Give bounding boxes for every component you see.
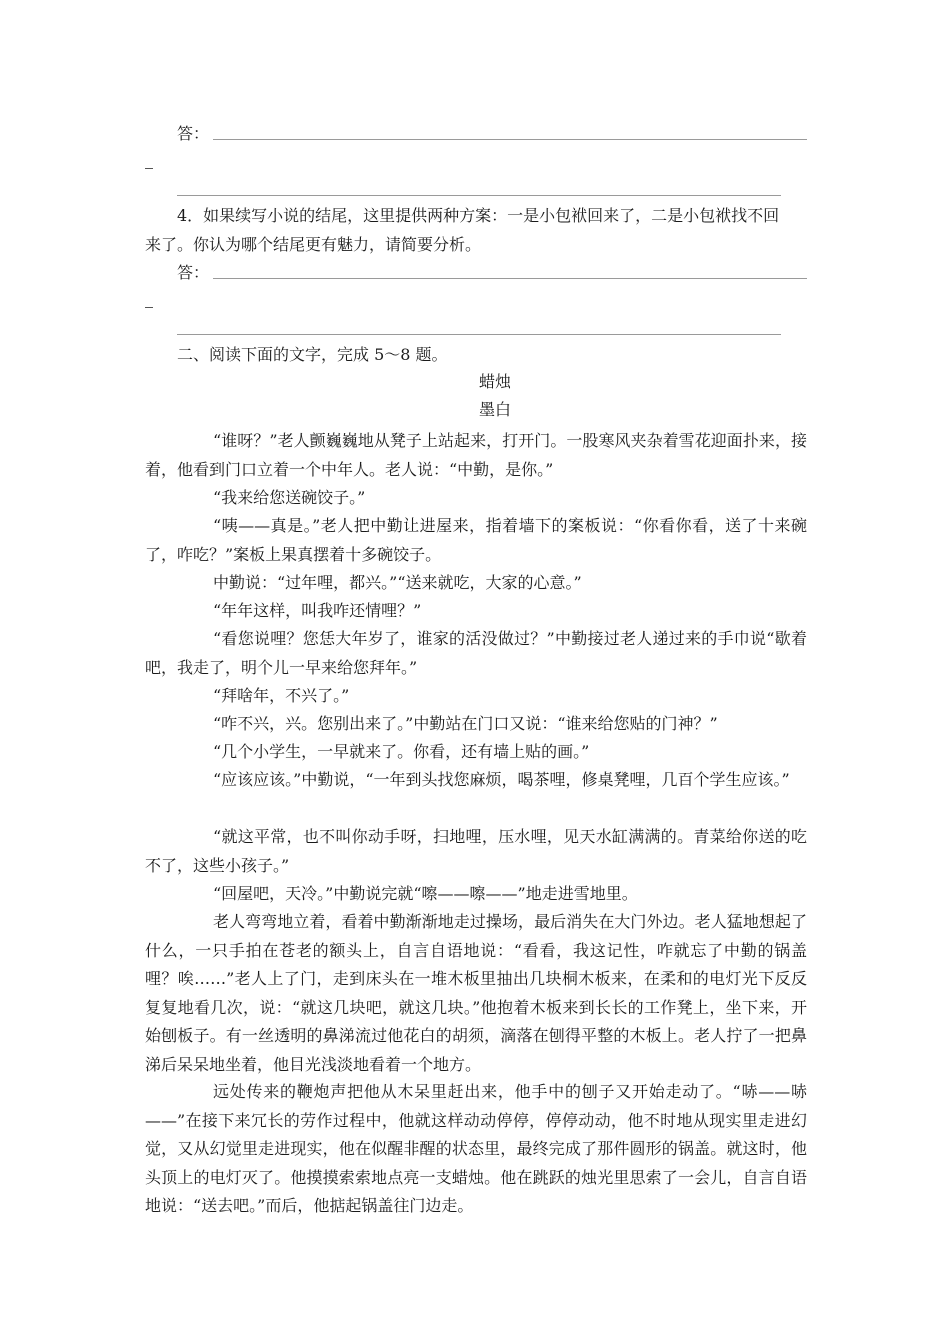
story-title: 蜡烛	[478, 372, 511, 391]
answer-dash-1	[145, 168, 153, 169]
story-paragraph-13: 老人弯弯地立着，看着中勤渐渐地走过操场，最后消失在大门外边。老人猛地想起了什么，一只手拍在苍老的额头上，自言自语地说：“看看，我这记性，咋就忘了中勤的锅盖哩？唉……”老人上了门，走到床头在一堆木板里抽出几块桐木板来，在柔和的电灯光下反反复复地看几次，说：“就这几块吧，就这几块。”他抱着木板来到长长的工作凳上，坐下来，开始刨板子。有一丝透明的鼻涕流过他花白的胡须，滴落在刨得平整的木板上。老人拧了一把鼻涕后呆呆地坐着，他目光浅淡地看着一个地方。	[145, 912, 807, 1074]
story-author: 墨白	[478, 400, 511, 419]
answer-line-2b	[177, 334, 781, 335]
story-paragraph-12: “回屋吧，天冷。”中勤说完就“嚓——嚓——”地走进雪地里。	[213, 884, 638, 903]
story-paragraph-7: “拜啥年，不兴了。”	[213, 686, 350, 705]
story-paragraph-14: 远处传来的鞭炮声把他从木呆里赶出来，他手中的刨子又开始走动了。“哧——哧——”在接下来冗长的劳作过程中，他就这样动动停停，停停动动，他不时地从现实里走进幻觉，又从幻觉里走进现实，他在似醒非醒的状态里，最终完成了那件圆形的锅盖。就这时，他头顶上的电灯灭了。他摸摸索索地点亮一支蜡烛。他在跳跃的烛光里思索了一会儿，自言自语地说：“送去吧。”而后，他掂起锅盖往门边走。	[145, 1082, 807, 1215]
story-paragraph-11: “就这平常，也不叫你动手呀，扫地哩，压水哩，见天水缸满满的。青菜给你送的吃不了，这些小孩子。”	[145, 827, 807, 875]
section-heading: 二、阅读下面的文字，完成 5～8 题。	[177, 345, 448, 364]
story-paragraph-3: “咦——真是。”老人把中勤让进屋来，指着墙下的案板说：“你看你看，送了十来碗了，咋吃？”案板上果真摆着十多碗饺子。	[145, 516, 807, 564]
story-paragraph-6: “看您说哩？您恁大年岁了，谁家的活没做过？”中勤接过老人递过来的手巾说“歇着吧，我走了，明个儿一早来给您拜年。”	[145, 629, 807, 677]
question-4-line-2: 来了。你认为哪个结尾更有魅力，请简要分析。	[145, 235, 482, 254]
answer-line-2a	[213, 278, 807, 279]
answer-label-2: 答：	[177, 263, 210, 282]
answer-label-1: 答：	[177, 124, 210, 143]
story-paragraph-2: “我来给您送碗饺子。”	[213, 488, 366, 507]
story-paragraph-1: “谁呀？”老人颤巍巍地从凳子上站起来，打开门。一股寒风夹杂着雪花迎面扑来，接着，他看到门口立着一个中年人。老人说：“中勤，是你。”	[145, 431, 807, 479]
story-paragraph-9: “几个小学生，一早就来了。你看，还有墙上贴的画。”	[213, 742, 590, 761]
story-paragraph-4: 中勤说：“过年哩，都兴。”“送来就吃，大家的心意。”	[213, 573, 582, 592]
answer-line-1b	[177, 195, 781, 196]
question-4-line-1: 4．如果续写小说的结尾，这里提供两种方案：一是小包袱回来了，二是小包袱找不回	[177, 206, 780, 225]
answer-dash-2	[145, 307, 153, 308]
story-paragraph-10: “应该应该。”中勤说，“一年到头找您麻烦，喝茶哩，修桌凳哩，几百个学生应该。”	[213, 770, 790, 789]
story-paragraph-5: “年年这样，叫我咋还情哩？”	[213, 601, 422, 620]
story-paragraph-8: “咋不兴，兴。您别出来了。”中勤站在门口又说：“谁来给您贴的门神？”	[213, 714, 718, 733]
answer-line-1a	[213, 139, 807, 140]
